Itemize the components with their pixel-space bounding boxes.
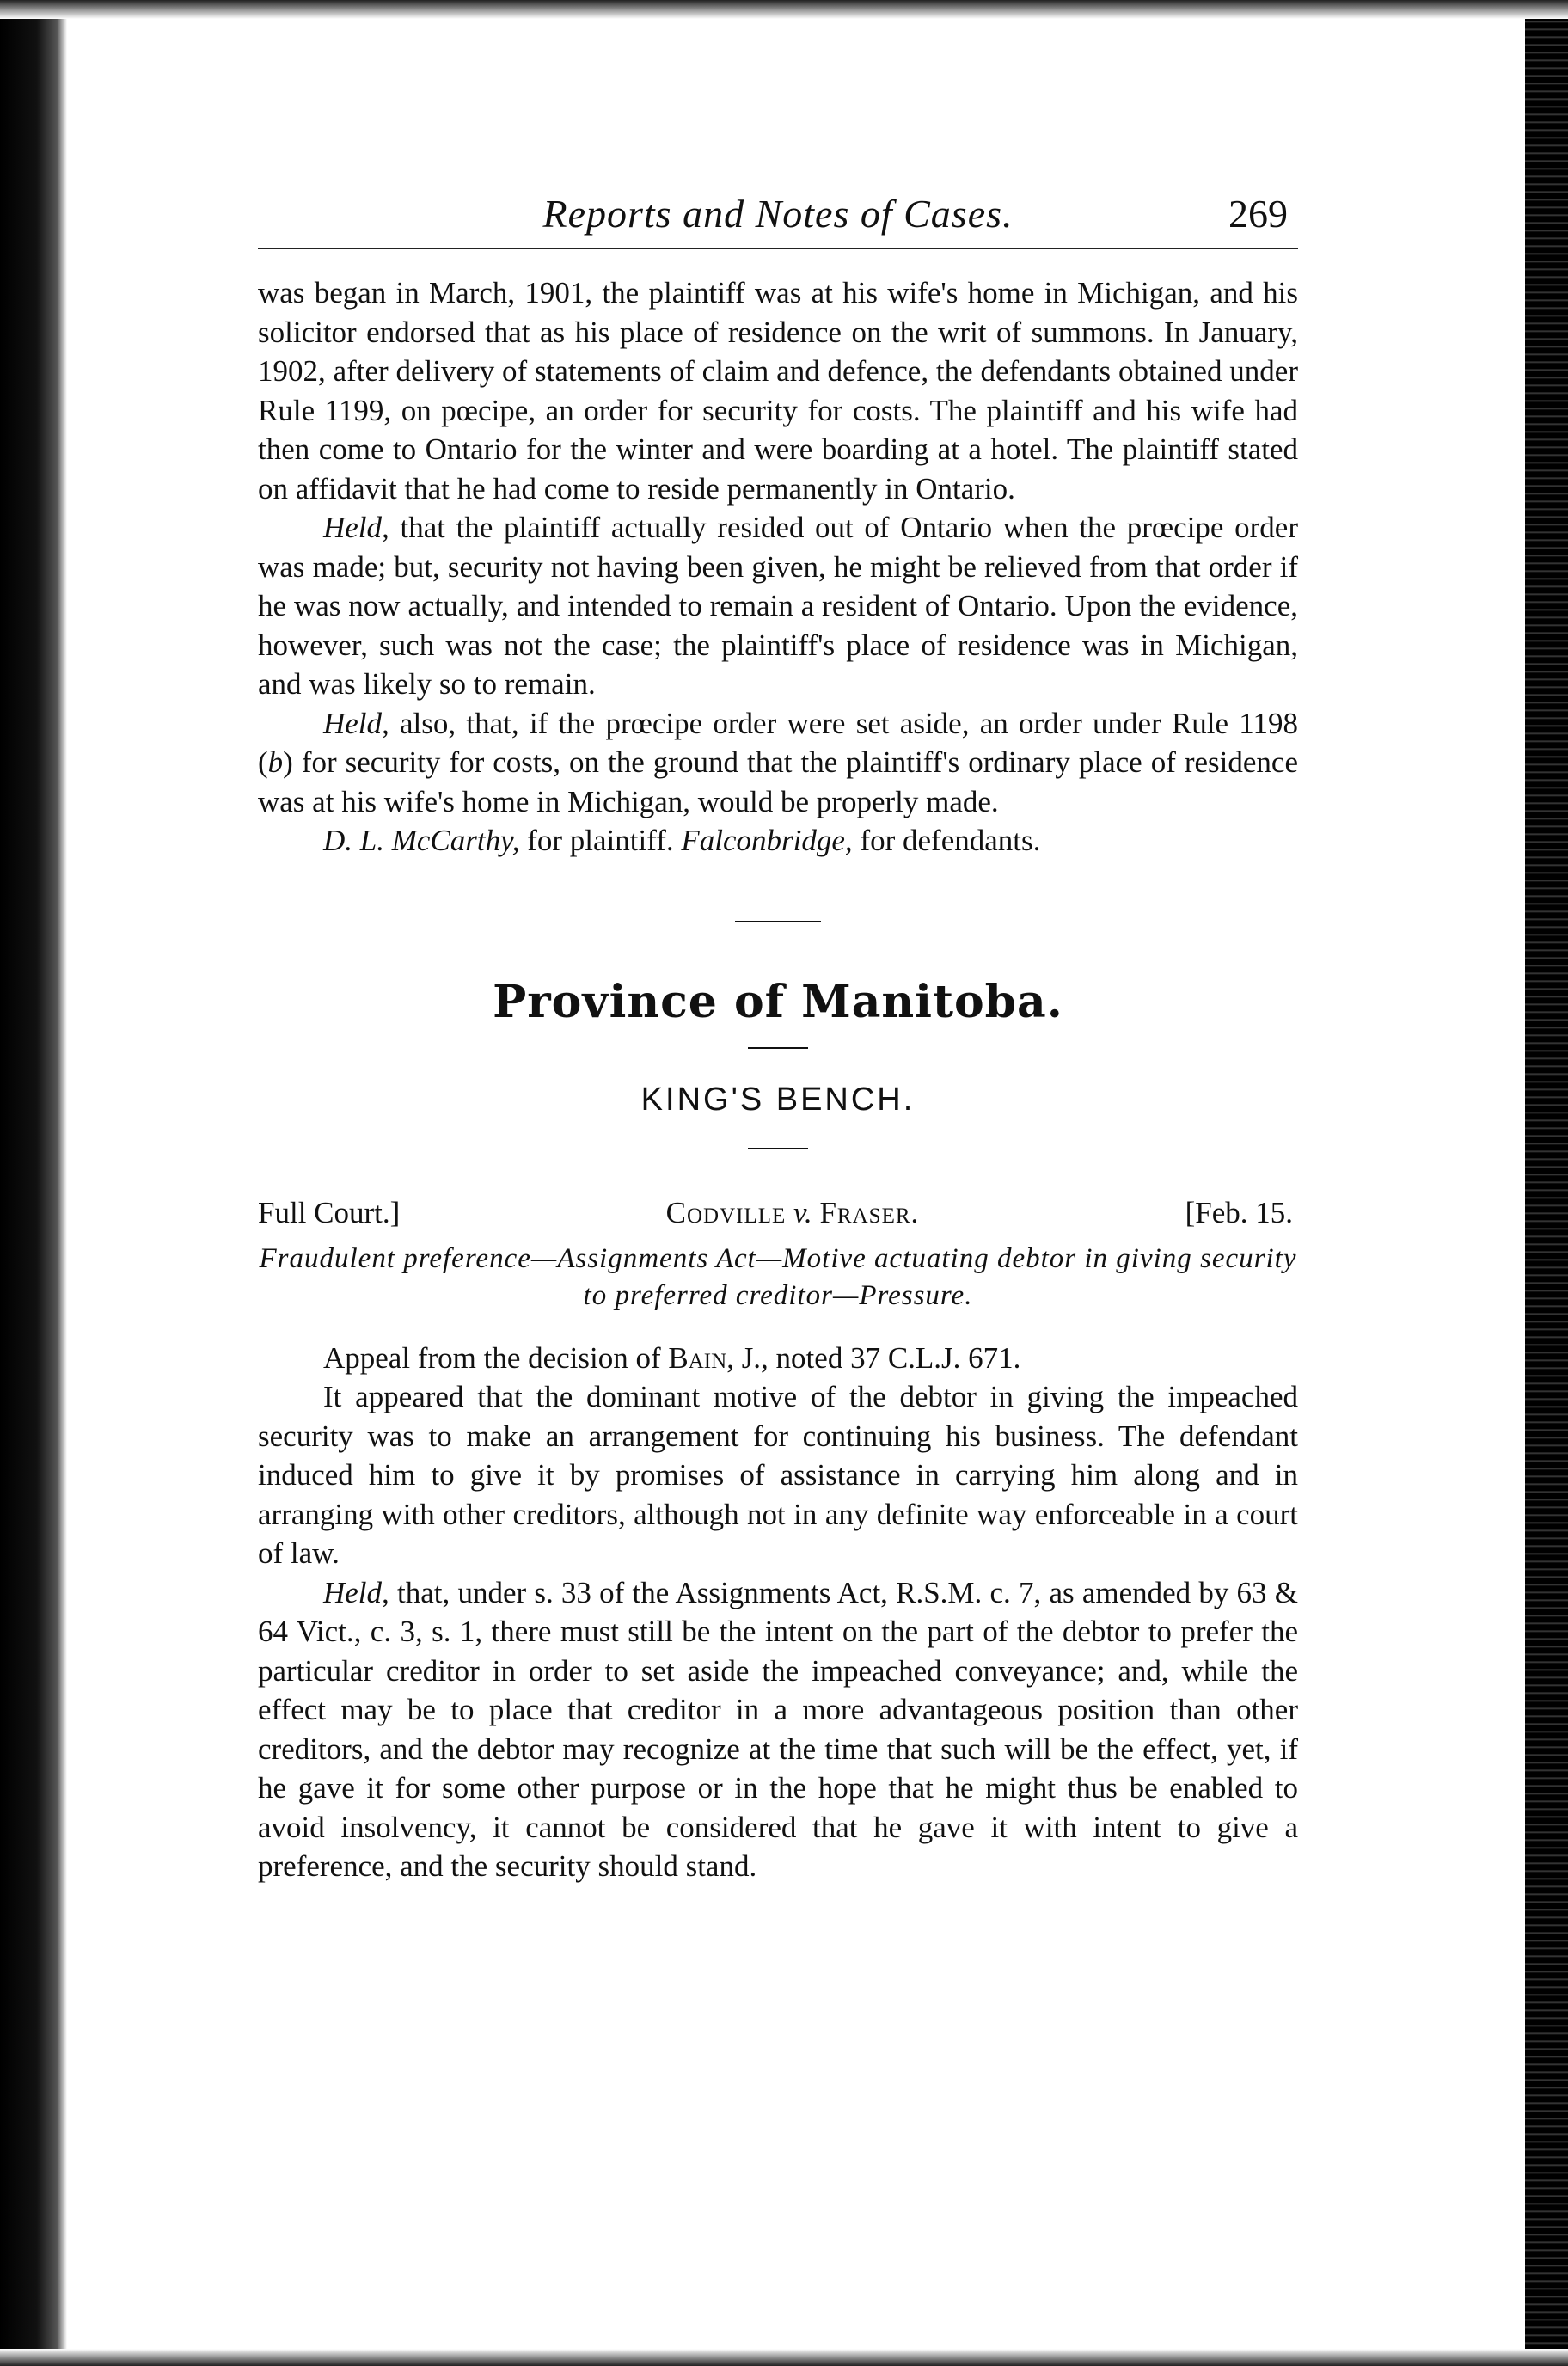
headnote: Fraudulent preference—Assignments Act—Motive actuating debtor in giving security to preferred creditor—Pressure.: [259, 1242, 1297, 1311]
case-name: [666, 1196, 920, 1230]
header-rule: [258, 248, 1298, 249]
counsel-defendant-name: Falconbridge,: [681, 824, 853, 857]
page: [258, 172, 1298, 1886]
scan-edge-top: [0, 0, 1568, 19]
holding-paragraph: [258, 1573, 1298, 1886]
section-divider: [735, 921, 821, 922]
party-b: Fraser.: [819, 1195, 920, 1229]
court-heading: KING'S BENCH.: [640, 1081, 916, 1118]
party-a: Codville: [665, 1195, 787, 1229]
heading-rule: [748, 1047, 808, 1049]
scan-edge-left: [0, 0, 67, 2366]
appeal-text-a: Appeal from the decision of: [323, 1340, 669, 1375]
versus: v.: [793, 1195, 812, 1229]
held-label: Held,: [323, 1575, 389, 1609]
clause-letter: b: [267, 745, 284, 779]
held-text-a: also, that, if the prœcipe order were set aside, an order under Rule 1198 (: [258, 706, 1298, 779]
counsel-defendant-role: for defendants.: [852, 824, 1041, 857]
counsel-plaintiff-name: D. L. McCarthy,: [323, 824, 520, 857]
appeal-text-b: , J., noted 37 C.L.J. 671.: [726, 1340, 1021, 1375]
case-paragraph: was began in March, 1901, the plaintiff was at his wife's home in Michigan, and his solicitor endorsed that as his place of residence on the writ of summons. In January, 1902, after delivery of statements of claim and defence, the defendants obtained under Rule 1199, on pœcipe, an order for security for costs. The plaintiff and his wife had then come to Ontario for the winter and were boarding at a hotel. The plaintiff stated on affidavit that he had come to reside permanently in Ontario.: [258, 276, 1298, 506]
appeal-judge: Bain: [668, 1340, 727, 1375]
held-label: Held,: [323, 706, 389, 740]
case-date: [Feb. 15.: [1185, 1195, 1293, 1229]
running-head: [258, 172, 1298, 241]
province-heading: Province of Manitoba.: [493, 975, 1063, 1028]
running-title: Reports and Notes of Cases.: [542, 192, 1014, 236]
held-also-paragraph: [258, 704, 1298, 822]
held-paragraph: [258, 508, 1298, 704]
counsel-plaintiff-role: for plaintiff.: [519, 824, 682, 857]
held-text: that the plaintiff actually resided out of Ontario when the prœcipe order was made; but, security not having been given, he might be relieved from that order if he was now actually, and intended to remain a resident of Ontario. Upon the evidence, however, such was not the case; the plaintiff's place of residence was in Michigan, and was likely so to remain.: [258, 511, 1298, 701]
scan-edge-bottom: [0, 2349, 1568, 2366]
court-label: Full Court.]: [258, 1195, 401, 1229]
counsel-line: [258, 821, 1298, 861]
court-rule: [748, 1148, 808, 1149]
case-caption: [258, 1196, 1298, 1230]
held-text-b: ) for security for costs, on the ground that the plaintiff's ordinary place of residence was at his wife's home in Michigan, would be properly made.: [258, 745, 1298, 818]
ontario-case: [258, 273, 1298, 861]
page-number: 269: [1228, 192, 1288, 236]
held-label: Held,: [323, 511, 389, 544]
appeal-line: [258, 1339, 1298, 1378]
scan-edge-right: [1525, 0, 1568, 2366]
holding-text: that, under s. 33 of the Assignments Act, R.S.M. c. 7, as amended by 63 & 64 Vict., c. 3, s. 1, there must still be the intent on the part of the debtor to prefer the particular creditor in order to set aside the impeached conveyance; and, while the effect may be to place that creditor in a more advantageous position than other creditors, and the debtor may recognize at the time that such will be the effect, yet, if he gave it for some other purpose or in the hope that he might thus be enabled to avoid insolvency, it cannot be considered that he gave it with intent to give a preference, and the security should stand.: [258, 1575, 1298, 1883]
manitoba-case-body: [258, 1339, 1298, 1886]
facts-paragraph: It appeared that the dominant motive of the debtor in giving the impeached security was to make an arrangement for continuing his business. The defendant induced him to give it by promises of assistance in carrying him along and in arranging with other creditors, although not in any definite way enforceable in a court of law.: [258, 1380, 1298, 1570]
